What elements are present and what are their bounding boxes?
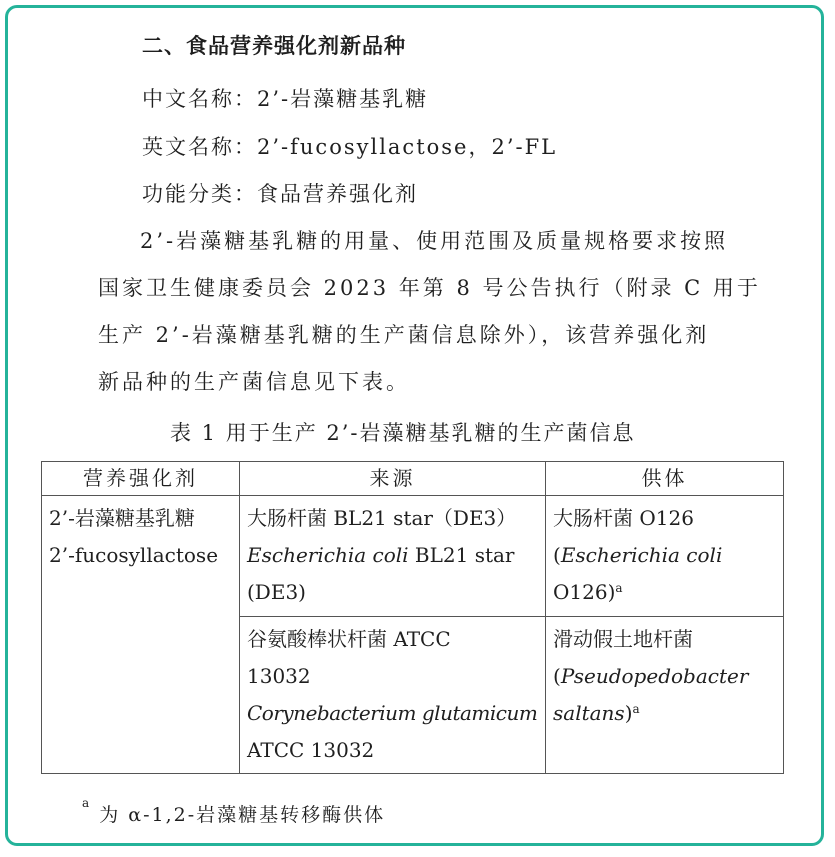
paragraph-line-1: 2’-岩藻糖基乳糖的用量、使用范围及质量规格要求按照 bbox=[140, 229, 729, 253]
source-name-cn: 大肠杆菌 BL21 star（DE3） bbox=[247, 506, 517, 530]
paragraph-line-2: 国家卫生健康委员会 2023 年第 8 号公告执行（附录 C 用于 bbox=[98, 276, 761, 300]
footnote-text: 为 α-1,2-岩藻糖基转移酶供体 bbox=[91, 804, 386, 826]
english-name-field: 英文名称：2’-fucosyllactose，2’-FL bbox=[142, 135, 558, 159]
header-donor: 供体 bbox=[546, 462, 784, 496]
source-name-latin-cont: (DE3) bbox=[247, 580, 306, 604]
donor-name-latin-cont: O126)$^a$ bbox=[553, 580, 623, 604]
donor-name-cn: 滑动假土地杆菌 bbox=[553, 627, 693, 651]
source-name-latin-cont: ATCC 13032 bbox=[247, 738, 375, 762]
source-name-cn: 谷氨酸棒状杆菌 ATCC bbox=[247, 627, 451, 651]
donor-name-cn: 大肠杆菌 O126 bbox=[553, 506, 694, 530]
table-row bbox=[42, 496, 784, 617]
source-name-latin: Escherichia coli BL21 star bbox=[247, 543, 515, 567]
fortifier-name-cn: 2’-岩藻糖基乳糖 bbox=[49, 506, 195, 530]
paragraph-line-3: 生产 2’-岩藻糖基乳糖的生产菌信息除外），该营养强化剂 bbox=[98, 323, 710, 347]
source-cell bbox=[240, 496, 546, 617]
footnote-marker: a bbox=[632, 702, 640, 716]
source-name-latin: Corynebacterium glutamicum bbox=[247, 701, 538, 725]
category-field: 功能分类：食品营养强化剂 bbox=[142, 182, 418, 206]
source-cell bbox=[240, 617, 546, 774]
donor-name-latin-cont: saltans)$^a$ bbox=[553, 701, 640, 725]
producer-strain-table bbox=[41, 461, 784, 774]
section-title: 二、食品营养强化剂新品种 bbox=[142, 34, 406, 58]
source-name-cn-cont: 13032 bbox=[247, 664, 311, 688]
donor-name-latin: (Pseudopedobacter bbox=[553, 664, 749, 688]
header-source: 来源 bbox=[240, 462, 546, 496]
footnote-marker: a bbox=[615, 581, 623, 595]
footnote-marker: a bbox=[82, 796, 92, 810]
paragraph-line-4: 新品种的生产菌信息见下表。 bbox=[98, 370, 410, 394]
donor-cell bbox=[546, 496, 784, 617]
fortifier-name-en: 2’-fucosyllactose bbox=[49, 543, 219, 567]
table-header-row bbox=[42, 462, 784, 496]
table-footnote bbox=[82, 796, 386, 827]
donor-cell bbox=[546, 617, 784, 774]
chinese-name-field: 中文名称：2’-岩藻糖基乳糖 bbox=[142, 87, 429, 111]
fortifier-cell bbox=[42, 496, 240, 774]
donor-name-latin: (Escherichia coli bbox=[553, 543, 723, 567]
header-fortifier: 营养强化剂 bbox=[42, 462, 240, 496]
table-caption: 表 1 用于生产 2’-岩藻糖基乳糖的生产菌信息 bbox=[170, 421, 636, 445]
